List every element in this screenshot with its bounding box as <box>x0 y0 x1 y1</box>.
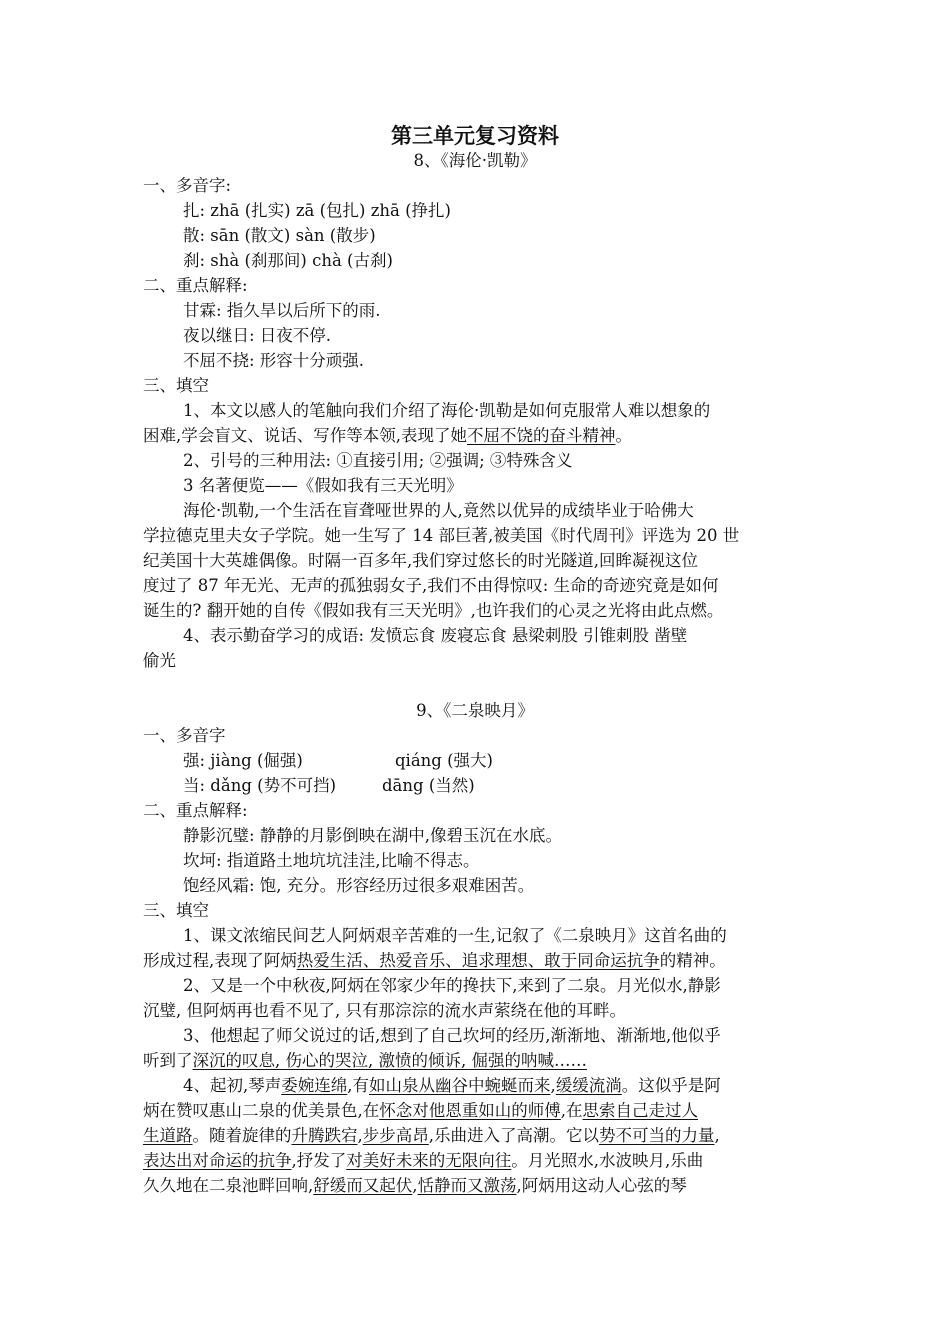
s9-explanation-3: 饱经风霜: 饱, 充分。形容经历过很多艰难困苦。 <box>183 876 535 895</box>
underlined-answer: 势不可当的力量 <box>599 1126 715 1145</box>
s8-polyphone-1: 扎: zhā (扎实) zā (包扎) zhā (挣扎) <box>183 201 451 220</box>
s8-explanation-1: 甘霖: 指久旱以后所下的雨. <box>183 301 381 320</box>
s9-heading-fill: 三、填空 <box>143 901 209 920</box>
s8-heading-polyphones: 一、多音字: <box>143 176 232 195</box>
s8-fill-3-title: 3 名著便览——《假如我有三天光明》 <box>183 476 463 495</box>
s9-fill-4-line4: 表达出对命运的抗争,抒发了对美好未来的无限向往。月光照水,水波映月,乐曲 <box>143 1151 704 1170</box>
underlined-answer: 委婉连绵 <box>281 1076 348 1095</box>
s9-fill-2-line2: 沉璧, 但阿炳再也看不见了, 只有那淙淙的流水声萦绕在他的耳畔。 <box>143 1001 626 1020</box>
s8-fill-1-line2: 困难,学会盲文、说话、写作等本领,表现了她不屈不饶的奋斗精神。 <box>143 426 632 445</box>
s8-explanation-3: 不屈不挠: 形容十分顽强. <box>183 351 365 370</box>
s9-explanation-2: 坎坷: 指道路土地坑坑洼洼,比喻不得志。 <box>183 851 480 870</box>
section-8-heading: 8、《海伦·凯勒》 <box>413 151 537 170</box>
s9-polyphone-1b: qiáng (强大) <box>395 751 493 770</box>
s9-fill-4-line3: 生道路。随着旋律的升腾跌宕,步步高昂,乐曲进入了高潮。它以势不可当的力量, <box>143 1126 720 1145</box>
s9-fill-2-line1: 2、又是一个中秋夜,阿炳在邻家少年的搀扶下,来到了二泉。月光似水,静影 <box>183 976 721 995</box>
s8-fill-4-line1: 4、表示勤奋学习的成语: 发愤忘食 废寝忘食 悬梁刺股 引锥刺股 凿壁 <box>183 626 688 645</box>
underlined-answer: 生道路 <box>143 1126 193 1145</box>
s9-explanation-1: 静影沉璧: 静静的月影倒映在湖中,像碧玉沉在水底。 <box>183 826 563 845</box>
underlined-answer: 热爱生活、热爱音乐、追求理想、敢于同命运抗争 <box>296 951 660 970</box>
s8-fill-3-line4: 度过了 87 年无光、无声的孤独弱女子,我们不由得惊叹: 生命的奇迹究竟是如何 <box>143 576 719 595</box>
section-9-heading: 9、《二泉映月》 <box>416 701 534 720</box>
s9-fill-1-line1: 1、课文浓缩民间艺人阿炳艰辛苦难的一生,记叙了《二泉映月》这首名曲的 <box>183 926 727 945</box>
s9-polyphone-2a: 当: dǎng (势不可挡) <box>183 776 337 795</box>
s8-fill-3-line3: 纪美国十大英雄偶像。时隔一百多年,我们穿过悠长的时光隧道,回眸凝视这位 <box>143 551 698 570</box>
underlined-answer: 步步高昂 <box>362 1126 429 1145</box>
s8-fill-3-line2: 学拉德克里夫女子学院。她一生写了 14 部巨著,被美国《时代周刊》评选为 20 世 <box>143 526 740 545</box>
s9-heading-explanations: 二、重点解释: <box>143 801 248 820</box>
s8-heading-fill: 三、填空 <box>143 376 209 395</box>
s8-polyphone-3: 刹: shà (刹那间) chà (古刹) <box>183 251 393 270</box>
underlined-answer: 恬静而又激荡 <box>417 1176 517 1195</box>
s9-fill-4-line5: 久久地在二泉池畔回响,舒缓而又起伏,恬静而又激荡,阿炳用这动人心弦的琴 <box>143 1176 687 1195</box>
underlined-answer: 如山泉从幽谷中蜿蜒而来 <box>369 1076 551 1095</box>
s8-fill-4-line2: 偷光 <box>143 651 176 670</box>
underlined-answer: 深沉的叹息, 伤心的哭泣, 激愤的倾诉, 倔强的呐喊…… <box>192 1051 587 1070</box>
underlined-answer: 升腾跌宕 <box>291 1126 358 1145</box>
underlined-answer: 表达出对命运的抗争 <box>143 1151 292 1170</box>
s8-explanation-2: 夜以继日: 日夜不停. <box>183 326 332 345</box>
underlined-answer: 缓缓流淌 <box>555 1076 622 1095</box>
s8-fill-1-line1: 1、本文以感人的笔触向我们介绍了海伦·凯勒是如何克服常人难以想象的 <box>183 401 711 420</box>
s9-fill-3-line1: 3、他想起了师父说过的话,想到了自己坎坷的经历,渐渐地、渐渐地,他似乎 <box>183 1026 721 1045</box>
s9-fill-4-line2: 炳在赞叹惠山二泉的优美景色,在怀念对他恩重如山的师傅,在思索自己走过人 <box>143 1101 698 1120</box>
s8-polyphone-2: 散: sān (散文) sàn (散步) <box>183 226 376 245</box>
s8-fill-3-line1: 海伦·凯勒,一个生活在盲聋哑世界的人,竟然以优异的成绩毕业于哈佛大 <box>183 501 694 520</box>
s9-heading-polyphones: 一、多音字 <box>143 726 226 745</box>
s8-fill-3-line5: 诞生的? 翻开她的自传《假如我有三天光明》,也许我们的心灵之光将由此点燃。 <box>143 601 724 620</box>
underlined-answer: 不屈不饶的奋斗精神 <box>467 426 616 445</box>
underlined-answer: 对美好未来的无限向往 <box>346 1151 512 1170</box>
s9-polyphone-2b: dāng (当然) <box>382 776 475 795</box>
underlined-answer: 怀念对他恩重如山的师傅 <box>379 1101 561 1120</box>
s9-fill-1-line2: 形成过程,表现了阿炳热爱生活、热爱音乐、追求理想、敢于同命运抗争的精神。 <box>143 951 726 970</box>
page-title: 第三单元复习资料 <box>391 124 559 148</box>
s8-fill-2: 2、引号的三种用法: ①直接引用; ②强调; ③特殊含义 <box>183 451 573 470</box>
s9-fill-4-line1: 4、起初,琴声委婉连绵,有如山泉从幽谷中蜿蜒而来,缓缓流淌。这似乎是阿 <box>183 1076 721 1095</box>
s9-fill-3-line2: 听到了深沉的叹息, 伤心的哭泣, 激愤的倾诉, 倔强的呐喊…… <box>143 1051 587 1070</box>
s9-polyphone-1a: 强: jiàng (倔强) <box>183 751 303 770</box>
underlined-answer: 思索自己走过人 <box>582 1101 698 1120</box>
s8-heading-explanations: 二、重点解释: <box>143 276 248 295</box>
underlined-answer: 舒缓而又起伏 <box>313 1176 413 1195</box>
